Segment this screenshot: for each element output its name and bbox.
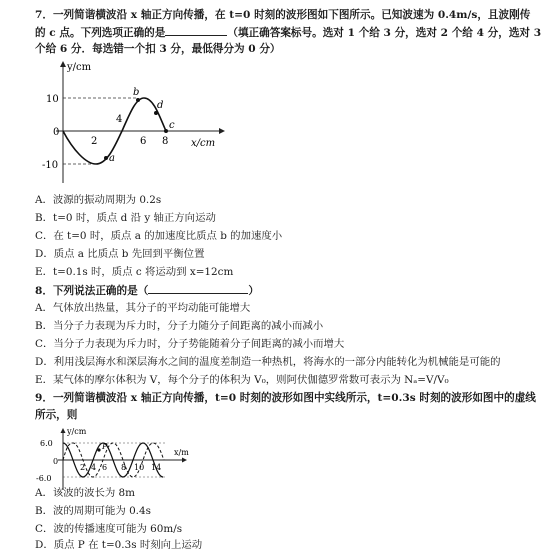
q9-ytick-minus6: -6.0	[36, 474, 52, 483]
q8-stem-end: ）	[248, 285, 259, 297]
q9-xtick-2: 2	[80, 463, 86, 472]
q8-stem	[35, 283, 259, 298]
q7-stem-line2-end: （填正确答案标号。选对 1 个给 3 分，选对 2 个给 4 分，选对 3	[227, 27, 542, 39]
q7-point-a	[104, 156, 108, 160]
q9-y-label: y/cm	[67, 427, 87, 436]
q7-xtick-4: 4	[116, 114, 123, 125]
q7-stem-line2	[35, 25, 541, 40]
q9-ytick-6: 6.0	[40, 439, 53, 448]
q9-x-label: x/m	[174, 448, 189, 457]
q7-label-c: c	[169, 120, 175, 131]
q7-ytick-0: 0	[53, 127, 60, 138]
q9-point-p	[97, 448, 100, 451]
q9-ytick-0: 0	[53, 457, 59, 466]
q8-option-e: E．某气体的摩尔体积为 V，每个分子的体积为 V₀，则阿伏伽德罗常数可表示为 Nₐ=V/V₀	[35, 374, 449, 386]
q7-xtick-8: 8	[162, 136, 169, 147]
q7-point-b	[136, 98, 140, 102]
q9-option-c: C．波的传播速度可能为 60m/s	[35, 523, 183, 535]
q8-option-a: A．气体放出热量，其分子的平均动能可能增大	[35, 302, 251, 314]
q9-option-d: D．质点 P 在 t=0.3s 时刻向上运动	[35, 539, 203, 551]
q7-option-c: C．在 t=0 时，质点 a 的加速度比质点 b 的加速度小	[35, 230, 283, 242]
q9-xtick-8: 8	[121, 463, 127, 472]
q7-option-e: E．t=0.1s 时，质点 c 将运动到 x=12cm	[35, 266, 234, 278]
q7-point-c	[164, 129, 168, 133]
q9-option-b: B．波的周期可能为 0.4s	[35, 505, 151, 517]
q7-ytick-10: 10	[46, 94, 59, 105]
q7-option-b: B．t=0 时，质点 d 沿 y 轴正方向运动	[35, 212, 216, 224]
q8-stem-start: 8．下列说法正确的是（	[35, 285, 149, 297]
q9-stem-line1: 9．一列简谐横波沿 x 轴正方向传播，t=0 时刻的波形如图中实线所示，t=0.3s 时刻的波形如图中的虚线	[35, 392, 536, 404]
q9-option-a: A．该波的波长为 8m	[35, 487, 136, 499]
q7-option-a: A．波源的振动周期为 0.2s	[35, 194, 162, 206]
q8-option-b: B．当分子力表现为斥力时，分子力随分子间距离的减小而减小	[35, 320, 324, 332]
q7-label-b: b	[133, 87, 140, 98]
q8-option-c: C．当分子力表现为斥力时，分子势能随着分子间距离的减小而增大	[35, 338, 345, 350]
q9-stem-line2: 所示，则	[35, 409, 78, 421]
q9-wave-figure	[36, 426, 211, 492]
q9-xtick-14: 14	[151, 463, 162, 472]
q9-label-p: P	[102, 442, 108, 451]
q9-xtick-10: 10	[134, 463, 145, 472]
q7-xtick-2: 2	[91, 136, 98, 147]
q8-answer-blank	[148, 283, 248, 294]
q7-x-label: x/cm	[191, 138, 216, 149]
q7-ytick-minus10: -10	[42, 160, 59, 171]
q9-xtick-6: 6	[102, 463, 108, 472]
q9-xtick-4: 4	[91, 463, 97, 472]
q7-xtick-6: 6	[140, 136, 147, 147]
q7-wave-figure	[38, 58, 228, 188]
q7-answer-blank	[165, 25, 227, 36]
q7-option-d: D．质点 a 比质点 b 先回到平衡位置	[35, 248, 205, 260]
q7-point-d	[154, 111, 158, 115]
q7-y-label: y/cm	[67, 62, 92, 73]
q7-label-d: d	[157, 100, 164, 111]
q7-label-a: a	[109, 153, 115, 164]
q7-stem-line1: 7．一列简谐横波沿 x 轴正方向传播，在 t=0 时刻的波形图如下图所示。已知波速为 0.4m/s，且波刚传	[35, 9, 531, 21]
q7-stem-line3: 个给 6 分．每选错一个扣 3 分，最低得分为 0 分）	[35, 43, 281, 55]
q7-stem-line2-start: 的 c 点。下列选项正确的是	[35, 27, 166, 39]
q8-option-d: D．利用浅层海水和深层海水之间的温度差制造一种热机，将海水的一部分内能转化为机械能是可能的	[35, 356, 501, 368]
